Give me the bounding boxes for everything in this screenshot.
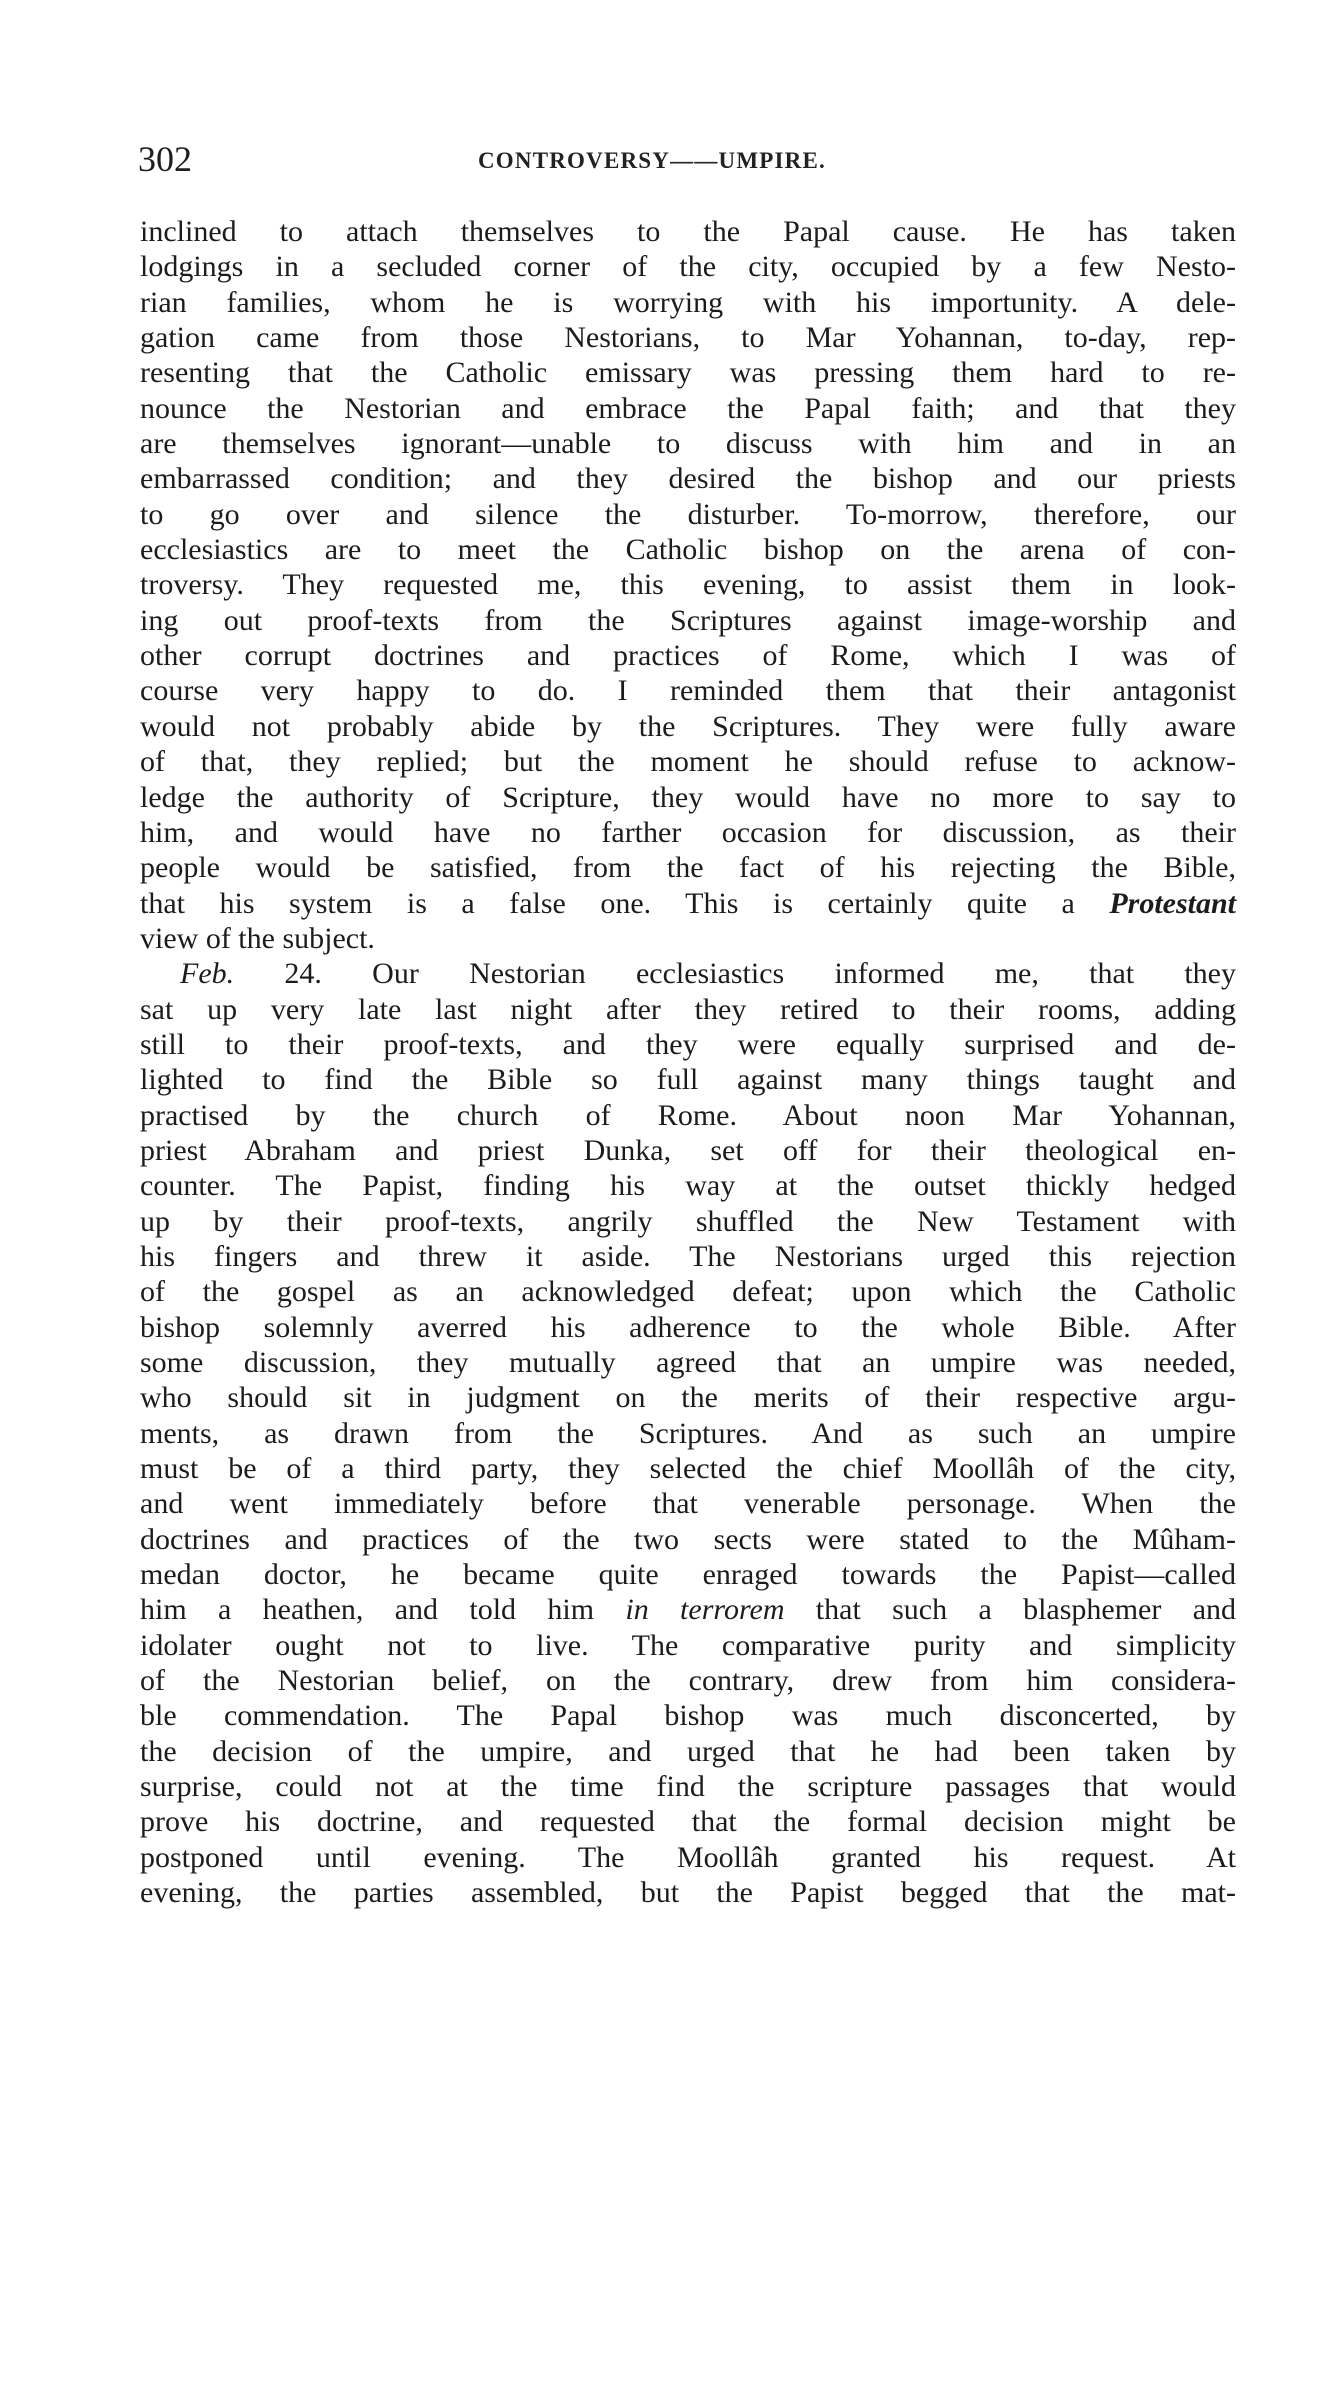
text-line	[140, 1592, 1236, 1627]
text-line: people would be satisfied, from the fact of his rejecting the Bible,	[140, 851, 1236, 885]
text-line: priest Abraham and priest Dunka, set off for their theological en-	[140, 1133, 1236, 1167]
text-line: the decision of the umpire, and urged that he had been taken by	[140, 1734, 1236, 1768]
page-number: 302	[138, 139, 192, 179]
text-line: ing out proof-texts from the Scriptures against image-worship and	[140, 603, 1236, 637]
text-line: counter. The Papist, finding his way at the outset thickly hedged	[140, 1169, 1236, 1203]
emphasis-text: in terrorem	[625, 1593, 785, 1627]
text-line: lighted to find the Bible so full against many things taught and	[140, 1063, 1236, 1097]
text-line: doctrines and practices of the two sects were stated to the Mûham-	[140, 1522, 1236, 1556]
text-line: are themselves ignorant—unable to discuss with him and in an	[140, 427, 1236, 461]
text-line: medan doctor, he became quite enraged towards the Papist—called	[140, 1558, 1236, 1592]
text-line: who should sit in judgment on the merits of their respective argu-	[140, 1381, 1236, 1415]
text-line: troversy. They requested me, this evening, to assist them in look-	[140, 568, 1236, 602]
text-line: other corrupt doctrines and practices of Rome, which I was of	[140, 639, 1236, 673]
text-line: inclined to attach themselves to the Papal cause. He has taken	[140, 215, 1236, 248]
text-run: that such a blasphemer and	[784, 1593, 1237, 1627]
text-line: sat up very late last night after they retired to their rooms, adding	[140, 992, 1236, 1026]
emphasis-text: Protestant	[1109, 886, 1236, 920]
text-line: of the gospel as an acknowledged defeat; upon which the Catholic	[140, 1275, 1236, 1309]
date-label: Feb.	[180, 957, 235, 991]
text-line: nounce the Nestorian and embrace the Papal faith; and that they	[140, 391, 1236, 425]
text-line: embarrassed condition; and they desired the bishop and our priests	[140, 462, 1236, 496]
text-line: view of the subject.	[140, 921, 375, 955]
text-line: evening, the parties assembled, but the Papist begged that the mat-	[140, 1876, 1236, 1910]
text-line	[140, 886, 1236, 921]
page-header	[138, 136, 1238, 182]
text-line: and went immediately before that venerable personage. When the	[140, 1487, 1236, 1521]
text-line: prove his doctrine, and requested that the formal decision might be	[140, 1805, 1236, 1839]
text-run: that his system is a false one. This is certainly quite a	[140, 886, 1110, 920]
body-text	[140, 214, 1236, 1911]
text-run: 24. Our Nestorian ecclesiastics informed me, that they	[234, 957, 1236, 991]
text-line: of that, they replied; but the moment he should refuse to acknow-	[140, 745, 1236, 779]
text-line: practised by the church of Rome. About noon Mar Yohannan,	[140, 1098, 1236, 1132]
text-run: him a heathen, and told him	[140, 1593, 626, 1627]
text-line: gation came from those Nestorians, to Mar Yohannan, to-day, rep-	[140, 321, 1236, 355]
running-head: CONTROVERSY——UMPIRE.	[478, 148, 826, 173]
text-line: ecclesiastics are to meet the Catholic bishop on the arena of con-	[140, 533, 1236, 567]
text-line: must be of a third party, they selected the chief Moollâh of the city,	[140, 1452, 1236, 1486]
text-line: his fingers and threw it aside. The Nestorians urged this rejection	[140, 1239, 1236, 1273]
text-line: still to their proof-texts, and they were equally surprised and de-	[140, 1027, 1236, 1061]
text-line: would not probably abide by the Scriptures. They were fully aware	[140, 709, 1236, 743]
text-line: to go over and silence the disturber. To-morrow, therefore, our	[140, 497, 1236, 531]
text-line: course very happy to do. I reminded them that their antagonist	[140, 674, 1236, 708]
text-line: idolater ought not to live. The comparative purity and simplicity	[140, 1628, 1236, 1662]
paragraph-first-line	[140, 956, 1236, 991]
text-line: resenting that the Catholic emissary was pressing them hard to re-	[140, 356, 1236, 390]
text-line: ble commendation. The Papal bishop was much disconcerted, by	[140, 1699, 1236, 1733]
text-line: ledge the authority of Scripture, they would have no more to say to	[140, 780, 1236, 814]
text-line: lodgings in a secluded corner of the city, occupied by a few Nesto-	[140, 250, 1236, 284]
text-line: of the Nestorian belief, on the contrary, drew from him considera-	[140, 1664, 1236, 1698]
text-line: up by their proof-texts, angrily shuffled the New Testament with	[140, 1204, 1236, 1238]
text-line: him, and would have no farther occasion for discussion, as their	[140, 815, 1236, 849]
text-line: postponed until evening. The Moollâh granted his request. At	[140, 1840, 1236, 1874]
text-line: some discussion, they mutually agreed that an umpire was needed,	[140, 1346, 1236, 1379]
text-line: rian families, whom he is worrying with his importunity. A dele-	[140, 285, 1236, 319]
text-line: ments, as drawn from the Scriptures. And as such an umpire	[140, 1416, 1236, 1450]
text-line: surprise, could not at the time find the scripture passages that would	[140, 1770, 1236, 1804]
text-line: bishop solemnly averred his adherence to the whole Bible. After	[140, 1310, 1236, 1344]
